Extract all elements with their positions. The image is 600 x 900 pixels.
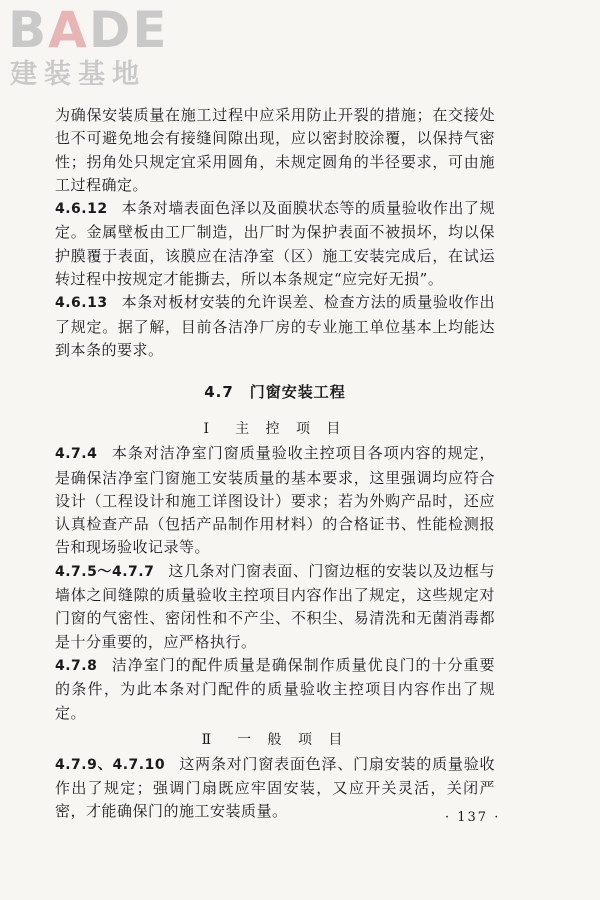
clause-number: 4.6.12: [55, 201, 108, 218]
clause-text: 洁净室门的配件质量是确保制作质量优良门的十分重要的条件，为此本条对门配件的质量验收主控项目内容作出了规定。: [55, 655, 495, 722]
clause-number: 4.6.13: [55, 295, 108, 312]
paragraph-continuation: 为确保安装质量在施工过程中应采用防止开裂的措施；在交接处也不可避免地会有接缝间隙出现，应以密封胶涂覆，以保持气密性；拐角处只规定宜采用圆角，未规定圆角的半径要求，可由施工过程确定。: [55, 106, 495, 194]
clause-4-6-13: [55, 291, 495, 362]
clause-number: 4.7.9、4.7.10: [55, 756, 166, 773]
clause-text: 这两条对门窗表面色泽、门扇安装的质量验收作出了规定；强调门扇既应牢固安装，又应开关灵活，关闭严密，才能确保门的施工安装质量。: [55, 754, 495, 821]
clause-4-7-8: [55, 654, 495, 725]
clause-text: 这几条对门窗表面、门窗边框的安装以及边框与墙体之间缝隙的质量验收主控项目内容作出了规定，这些规定对门窗的气密性、密闭性和不产尘、不积尘、易清洗和无菌消毒都是十分重要的，应严格执行。: [55, 561, 495, 651]
clause-text: 本条对板材安装的允许误差、检查方法的质量验收作出了规定。据了解，目前各洁净厂房的专业施工单位基本上均能达到本条的要求。: [55, 293, 495, 359]
logo-subtitle: 建装基地: [10, 59, 146, 90]
clause-4-7-4: [55, 442, 495, 559]
page-number: · 137 ·: [445, 810, 501, 825]
logo-wordmark: BADE: [8, 1, 169, 59]
clause-4-7-9-4-7-10: [55, 753, 495, 824]
clause-number: 4.7.8: [55, 657, 98, 674]
clause-text: 本条对墙表面色泽以及面膜状态等的质量验收作出了规定。金属壁板由工厂制造，出厂时为保护表面不被损坏，均以保护膜覆于表面，该膜应在洁净室（区）施工安装完成后，在试运转过程中按规定才能撕去，所以本条规定“应完好无损”。: [55, 199, 495, 289]
clause-4-7-5-to-4-7-7: [55, 560, 495, 654]
bade-logo: [8, 1, 178, 96]
clause-text: 本条对洁净室门窗质量验收主控项目各项内容的规定，是确保洁净室门窗施工安装质量的基本要求，这里强调均应符合设计（工程设计和施工详图设计）要求；若为外购产品时，还应认真检查产品（包括产品制作用材料）的合格证书、性能检测报告和现场验收记录等。: [55, 444, 495, 557]
clause-4-6-12: [55, 197, 495, 291]
subheading-general-items: Ⅱ 一 般 项 目: [201, 731, 349, 748]
section-title: 4.7 门窗安装工程: [204, 383, 346, 402]
clause-number: 4.7.4: [55, 446, 98, 463]
clause-number: 4.7.5～4.7.7: [55, 563, 155, 580]
document-body: [55, 104, 495, 824]
subheading-main-control-items: Ⅰ 主 控 项 目: [203, 421, 347, 438]
